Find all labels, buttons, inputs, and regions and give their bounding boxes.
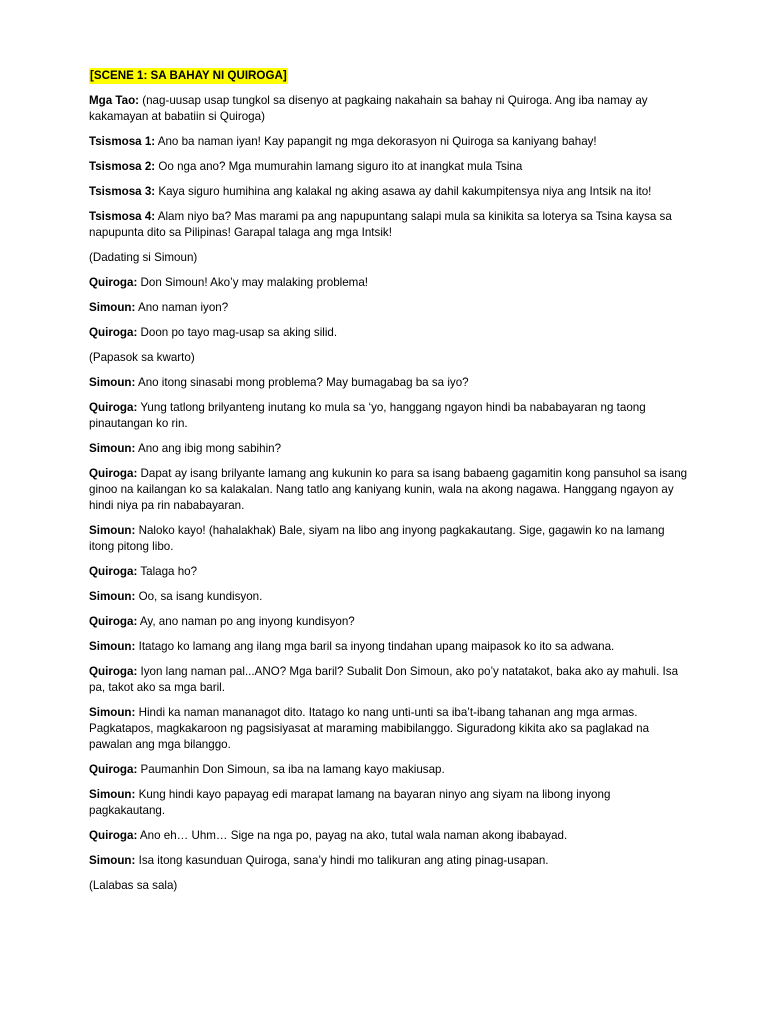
dialogue-line: [89, 441, 689, 457]
line-text: Iyon lang naman pal...ANO? Mga baril? Subalit Don Simoun, ako po’y natatakot, baka ako ay mahuli. Isa pa, takot ako sa mga baril.: [89, 665, 679, 694]
speaker-name: Simoun:: [89, 788, 136, 801]
dialogue-line: [89, 589, 689, 605]
line-text: Oo, sa isang kundisyon.: [135, 590, 263, 603]
dialogue-line: [89, 853, 689, 869]
dialogue-line: [89, 375, 689, 391]
speaker-name: Tsismosa 3:: [89, 185, 156, 198]
line-text: Paumanhin Don Simoun, sa iba na lamang kayo makiusap.: [137, 763, 445, 776]
line-text: Ano ba naman iyan! Kay papangit ng mga dekorasyon ni Quiroga sa kaniyang bahay!: [155, 135, 597, 148]
dialogue-line: [89, 325, 689, 341]
speaker-name: Simoun:: [89, 524, 136, 537]
speaker-name: Tsismosa 2:: [89, 160, 156, 173]
line-text: Ano itong sinasabi mong problema? May bumagabag ba sa iyo?: [135, 376, 469, 389]
speaker-name: Simoun:: [89, 706, 136, 719]
line-text: (Dadating si Simoun): [89, 251, 198, 264]
document-page: [89, 68, 689, 903]
line-text: Don Simoun! Ako’y may malaking problema!: [137, 276, 369, 289]
speaker-name: Quiroga:: [89, 467, 138, 480]
speaker-name: Simoun:: [89, 590, 136, 603]
line-text: Alam niyo ba? Mas marami pa ang napupuntang salapi mula sa kinikita sa loterya sa Tsina kaysa sa napupunta dito sa Pilipinas! Garapal talaga ang mga Intsik!: [89, 210, 672, 239]
line-text: Dapat ay isang brilyante lamang ang kukunin ko para sa isang babaeng gagamitin kong pansuhol sa isang ginoo na kailangan ko sa kalakalan. Nang tatlo ang kaniyang kunin, wala na akong nagawa. Hanggang ngayon ay hindi niya pa rin nababayaran.: [89, 467, 688, 512]
line-text: Yung tatlong brilyanteng inutang ko mula sa ‘yo, hanggang ngayon hindi ba nababayaran ng taong pinautangan ko rin.: [89, 401, 646, 430]
dialogue-line: [89, 466, 689, 514]
speaker-name: Simoun:: [89, 640, 136, 653]
speaker-name: Quiroga:: [89, 763, 138, 776]
line-text: Kung hindi kayo papayag edi marapat lamang na bayaran ninyo ang siyam na libong inyong pagkakautang.: [89, 788, 611, 817]
speaker-name: Tsismosa 4:: [89, 210, 156, 223]
dialogue-line: [89, 209, 689, 241]
line-text: Kaya siguro humihina ang kalakal ng aking asawa ay dahil kakumpitensya niya ang Intsik na ito!: [155, 185, 652, 198]
speaker-name: Quiroga:: [89, 829, 138, 842]
speaker-name: Simoun:: [89, 854, 136, 867]
dialogue-line: [89, 664, 689, 696]
line-text: Itatago ko lamang ang ilang mga baril sa inyong tindahan upang maipasok ko ito sa adwana.: [135, 640, 615, 653]
dialogue-line: [89, 400, 689, 432]
speaker-name: Quiroga:: [89, 276, 138, 289]
dialogue-line: [89, 275, 689, 291]
dialogue-line: [89, 828, 689, 844]
stage-direction: [89, 250, 689, 266]
speaker-name: Tsismosa 1:: [89, 135, 156, 148]
script-body: [89, 93, 689, 894]
scene-title: [SCENE 1: SA BAHAY NI QUIROGA]: [90, 69, 287, 82]
stage-direction: [89, 350, 689, 366]
dialogue-line: [89, 93, 689, 125]
speaker-name: Simoun:: [89, 442, 136, 455]
line-text: Hindi ka naman mananagot dito. Itatago ko nang unti-unti sa iba’t-ibang tahanan ang mga armas. Pagkatapos, magkakaroon ng pagsisiyasat at maraming mabibilanggo. Siguradong kikita ako sa paglakad na pawalan ang mga bilanggo.: [89, 706, 650, 751]
line-text: Ay, ano naman po ang inyong kundisyon?: [137, 615, 355, 628]
speaker-name: Simoun:: [89, 376, 136, 389]
dialogue-line: [89, 523, 689, 555]
line-text: Ano naman iyon?: [135, 301, 229, 314]
dialogue-line: [89, 564, 689, 580]
dialogue-line: [89, 787, 689, 819]
dialogue-line: [89, 184, 689, 200]
line-text: Ano eh… Uhm… Sige na nga po, payag na ako, tutal wala naman akong ibabayad.: [137, 829, 568, 842]
dialogue-line: [89, 639, 689, 655]
line-text: (Papasok sa kwarto): [89, 351, 195, 364]
speaker-name: Quiroga:: [89, 565, 138, 578]
dialogue-line: [89, 614, 689, 630]
line-text: Isa itong kasunduan Quiroga, sana’y hindi mo talikuran ang ating pinag-usapan.: [135, 854, 549, 867]
line-text: Naloko kayo! (hahalakhak) Bale, siyam na libo ang inyong pagkakautang. Sige, gagawin ko na lamang itong pitong libo.: [89, 524, 665, 553]
dialogue-line: [89, 159, 689, 175]
line-text: Talaga ho?: [137, 565, 198, 578]
speaker-name: Quiroga:: [89, 665, 138, 678]
speaker-name: Quiroga:: [89, 326, 138, 339]
line-text: (Lalabas sa sala): [89, 879, 178, 892]
speaker-name: Simoun:: [89, 301, 136, 314]
line-text: Doon po tayo mag-usap sa aking silid.: [137, 326, 338, 339]
line-text: Oo nga ano? Mga mumurahin lamang siguro ito at inangkat mula Tsina: [155, 160, 523, 173]
dialogue-line: [89, 705, 689, 753]
speaker-name: Quiroga:: [89, 615, 138, 628]
line-text: (nag-uusap usap tungkol sa disenyo at pagkaing nakahain sa bahay ni Quiroga. Ang iba namay ay kakamayan at babatiin si Quiroga): [89, 94, 648, 123]
dialogue-line: [89, 300, 689, 316]
speaker-name: Mga Tao:: [89, 94, 140, 107]
stage-direction: [89, 878, 689, 894]
dialogue-line: [89, 134, 689, 150]
speaker-name: Quiroga:: [89, 401, 138, 414]
line-text: Ano ang ibig mong sabihin?: [135, 442, 282, 455]
dialogue-line: [89, 762, 689, 778]
